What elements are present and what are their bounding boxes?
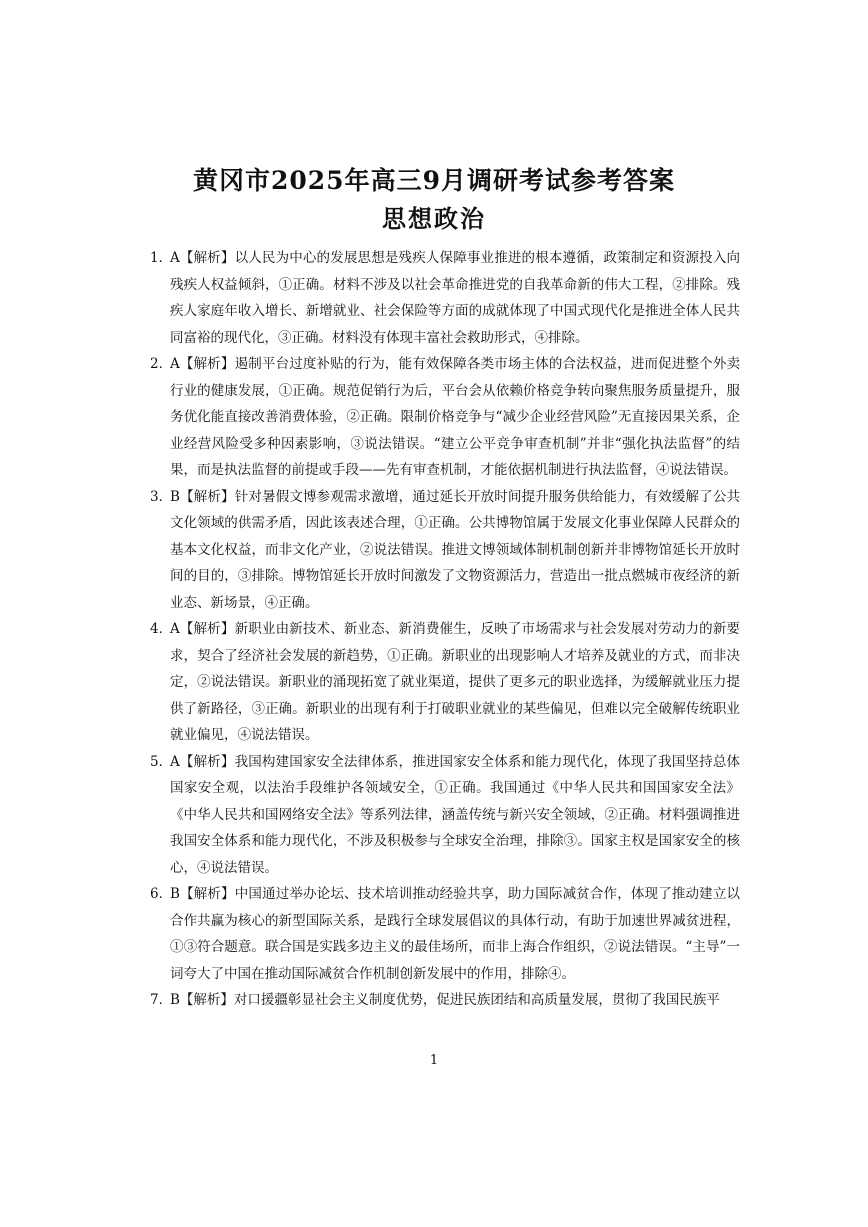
answer-item-2 xyxy=(150,351,740,484)
answer-number: 2． xyxy=(150,356,173,372)
answer-explanation: B【解析】对口援疆彰显社会主义制度优势，促进民族团结和高质量发展，贯彻了我国民族平 xyxy=(170,992,720,1008)
answer-number: 7． xyxy=(150,992,173,1008)
answer-explanation: A【解析】新职业由新技术、新业态、新消费催生，反映了市场需求与社会发展对劳动力的新要求，契合了经济社会发展的新趋势，①正确。新职业的出现影响人才培养及就业的方式，而非决定，②说法错误。新职业的涌现拓宽了就业渠道，提供了更多元的职业选择，为缓解就业压力提供了新路径，③正确。新职业的出现有利于打破职业就业的某些偏见，但难以完全破解传统职业就业偏见，④说法错误。 xyxy=(170,621,740,743)
answer-explanation: A【解析】我国构建国家安全法律体系，推进国家安全体系和能力现代化，体现了我国坚持总体国家安全观，以法治手段维护各领域安全，①正确。我国通过《中华人民共和国国家安全法》《中华人民共和国网络安全法》等系列法律，涵盖传统与新兴安全领域，②正确。材料强调推进我国安全体系和能力现代化，不涉及积极参与全球安全治理，排除③。国家主权是国家安全的核心，④说法错误。 xyxy=(170,753,740,876)
answer-item-4 xyxy=(150,616,740,749)
answer-item-5 xyxy=(150,749,740,882)
answer-explanation: B【解析】针对暑假文博参观需求激增，通过延长开放时间提升服务供给能力，有效缓解了公共文化领域的供需矛盾，因此该表述合理，①正确。公共博物馆属于发展文化事业保障人民群众的基本文化权益，而非文化产业，②说法错误。推进文博领域体制机制创新并非博物馆延长开放时间的目的，③排除。博物馆延长开放时间激发了文物资源活力，营造出一批点燃城市夜经济的新业态、新场景，④正确。 xyxy=(170,488,740,611)
answer-number: 4． xyxy=(150,621,173,637)
answer-explanation: A【解析】以人民为中心的发展思想是残疾人保障事业推进的根本遵循，政策制定和资源投入向残疾人权益倾斜，①正确。材料不涉及以社会革命推进党的自我革命新的伟大工程，②排除。残疾人家庭年收入增长、新增就业、社会保险等方面的成就体现了中国式现代化是推进全体人民共同富裕的现代化，③正确。材料没有体现丰富社会救助形式，④排除。 xyxy=(170,250,740,346)
answer-number: 1． xyxy=(150,250,173,266)
answer-item-1 xyxy=(150,245,740,351)
answer-item-3 xyxy=(150,484,740,617)
answer-list xyxy=(150,245,740,1014)
answer-number: 3． xyxy=(150,488,173,505)
answer-number: 5． xyxy=(150,753,173,770)
answer-item-6 xyxy=(150,881,740,987)
answer-explanation: B【解析】中国通过举办论坛、技术培训推动经验共享，助力国际减贫合作，体现了推动建立以合作共赢为核心的新型国际关系，是践行全球发展倡议的具体行动，有助于加速世界减贫进程，①③符合题意。联合国是实践多边主义的最佳场所，而非上海合作组织，②说法错误。“主导”一词夸大了中国在推动国际减贫合作机制创新发展中的作用，排除④。 xyxy=(170,886,740,982)
document-subtitle: 思想政治 xyxy=(382,204,486,233)
page-number: 1 xyxy=(429,1053,439,1068)
answer-explanation: A【解析】遏制平台过度补贴的行为，能有效保障各类市场主体的合法权益，进而促进整个外卖行业的健康发展，①正确。规范促销行为后，平台会从依赖价格竞争转向聚焦服务质量提升，服务优化能直接改善消费体验，②正确。限制价格竞争与“减少企业经营风险”无直接因果关系，企业经营风险受多种因素影响，③说法错误。“建立公平竞争审查机制”并非“强化执法监督”的结果，而是执法监督的前提或手段——先有审查机制，才能依据机制进行执法监督，④说法错误。 xyxy=(170,356,740,478)
answer-number: 6． xyxy=(150,886,173,902)
answer-item-7 xyxy=(150,987,740,1014)
document-title: 黄冈市2025年高三9月调研考试参考答案 xyxy=(193,166,675,195)
